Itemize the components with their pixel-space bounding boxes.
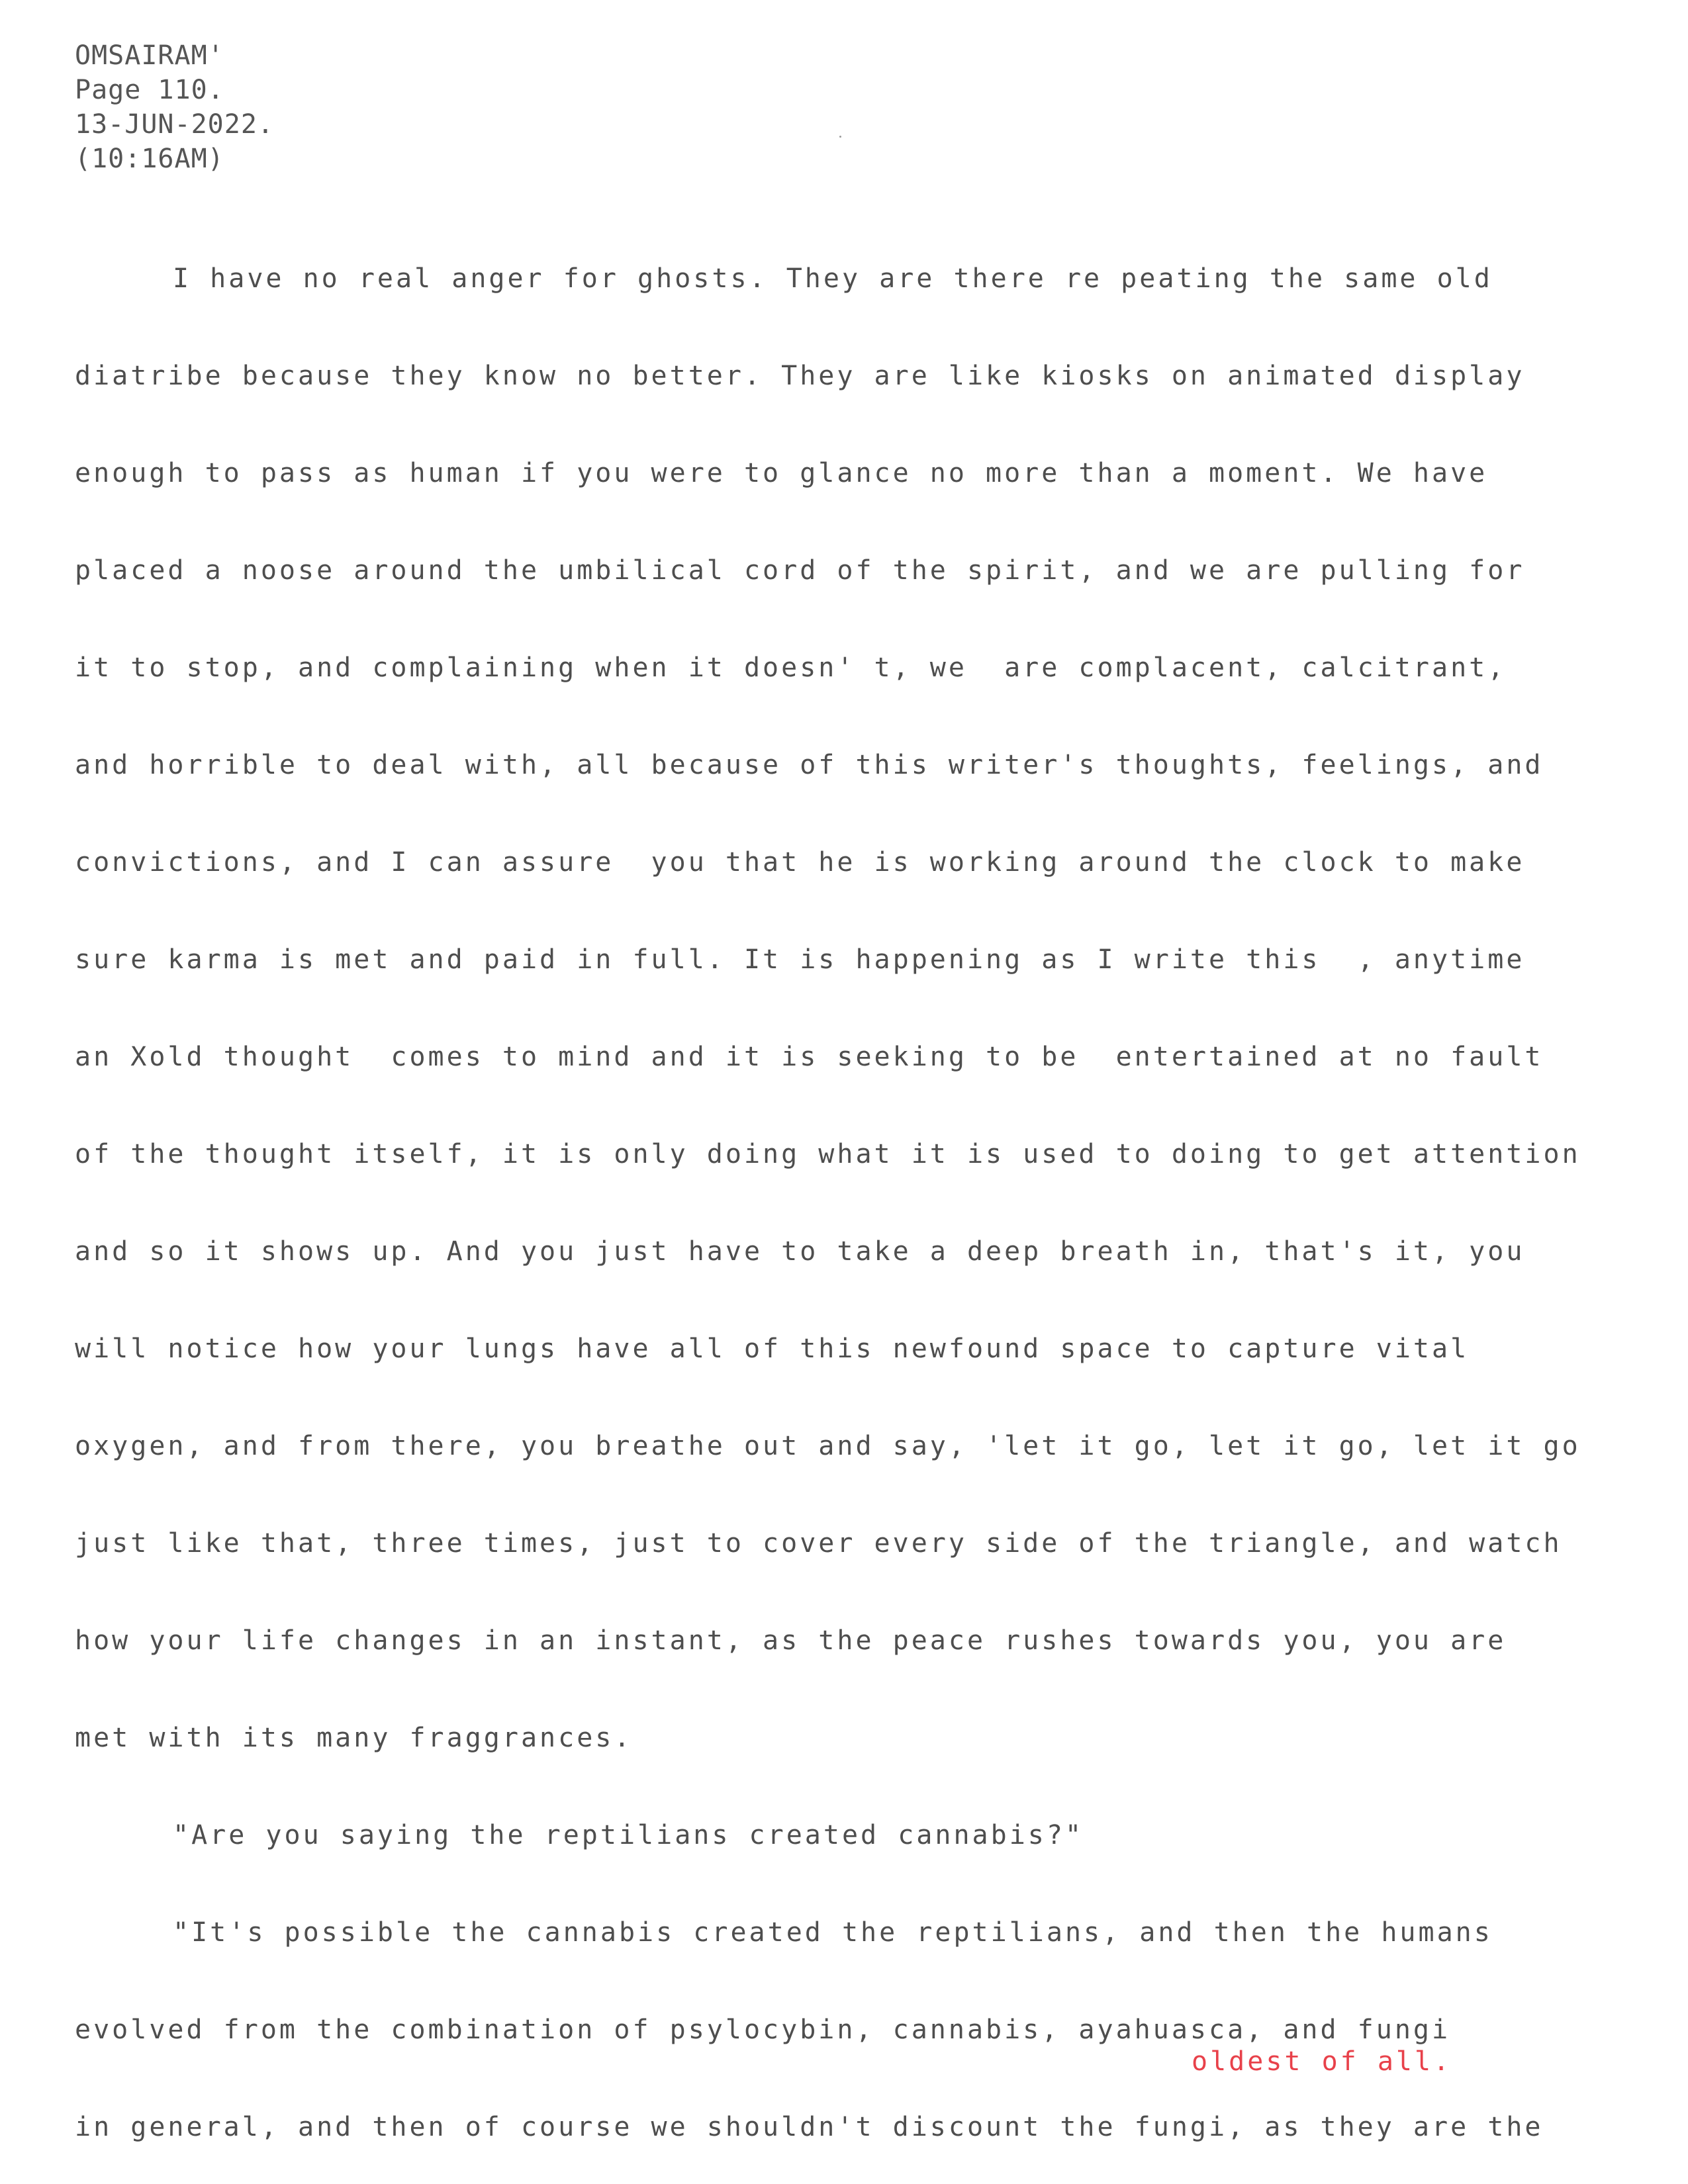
paper-speck bbox=[839, 136, 841, 138]
text-line: I have no real anger for ghosts. They are there re peating the same old bbox=[173, 263, 1493, 294]
header-date: 13-JUN-2022. bbox=[75, 109, 274, 140]
header-page-number: Page 110. bbox=[75, 75, 224, 105]
body-text bbox=[75, 230, 1677, 2176]
red-annotation: oldest of all. bbox=[1192, 2046, 1452, 2077]
text-line: and horrible to deal with, all because of this writer's thoughts, feelings, and bbox=[75, 750, 1544, 780]
text-line: oxygen, and from there, you breathe out and say, 'let it go, let it go, let it go bbox=[75, 1431, 1581, 1461]
text-line: an Xold thought comes to mind and it is seeking to be entertained at no fault bbox=[75, 1042, 1544, 1072]
text-line-dialogue: "It's possible the cannabis created the reptilians, and then the humans bbox=[173, 1917, 1493, 1948]
text-line: of the thought itself, it is only doing what it is used to doing to get attention bbox=[75, 1139, 1581, 1169]
header-time: (10:16AM) bbox=[75, 144, 224, 174]
text-line: how your life changes in an instant, as the peace rushes towards you, you are bbox=[75, 1625, 1507, 1656]
text-line: placed a noose around the umbilical cord of the spirit, and we are pulling for bbox=[75, 555, 1525, 586]
text-line: evolved from the combination of psylocybin, cannabis, ayahuasca, and fungi bbox=[75, 2015, 1451, 2045]
text-line: convictions, and I can assure you that he is working around the clock to make bbox=[75, 847, 1525, 878]
page-header bbox=[75, 38, 274, 176]
text-line: diatribe because they know no better. They are like kiosks on animated display bbox=[75, 361, 1525, 391]
text-line: it to stop, and complaining when it doesn' t, we are complacent, calcitrant, bbox=[75, 653, 1507, 683]
text-line: in general, and then of course we shouldn't discount the fungi, as they are the bbox=[75, 2112, 1544, 2142]
text-line: and so it shows up. And you just have to take a deep breath in, that's it, you bbox=[75, 1236, 1525, 1267]
text-line: met with its many fraggrances. bbox=[75, 1723, 633, 1753]
text-line-dialogue: "Are you saying the reptilians created cannabis?" bbox=[173, 1820, 1084, 1850]
text-line: just like that, three times, just to cover every side of the triangle, and watch bbox=[75, 1528, 1562, 1559]
text-line: sure karma is met and paid in full. It is happening as I write this , anytime bbox=[75, 944, 1525, 975]
header-title: OMSAIRAM' bbox=[75, 40, 224, 71]
text-line: enough to pass as human if you were to glance no more than a moment. We have bbox=[75, 458, 1488, 488]
text-line: will notice how your lungs have all of this newfound space to capture vital bbox=[75, 1334, 1470, 1364]
